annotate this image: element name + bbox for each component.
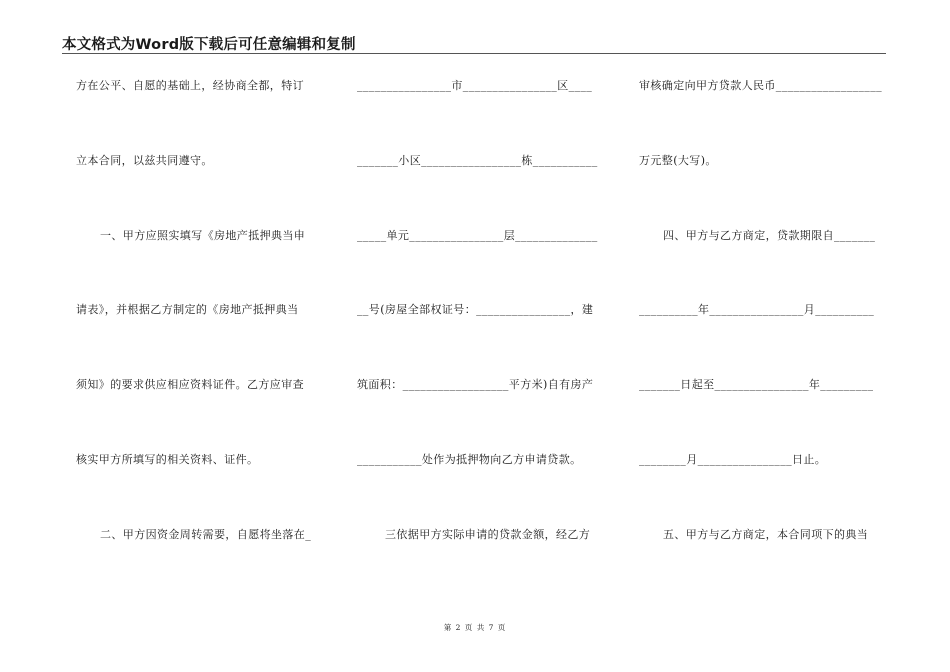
document-header bbox=[62, 33, 886, 54]
header-title: 本文格式为Word版下载后可任意编辑和复制 bbox=[62, 37, 356, 53]
text-line: _______小区_________________栋___________ bbox=[357, 154, 598, 167]
text-line: 筑面积：__________________平方米)自有房产 bbox=[357, 378, 594, 391]
text-line: 四、甲方与乙方商定，贷款期限自_______ bbox=[663, 229, 876, 242]
text-line: 一、甲方应照实填写《房地产抵押典当申 bbox=[100, 229, 306, 242]
text-line: _____单元________________层______________ bbox=[357, 229, 598, 242]
text-line: 三依据甲方实际申请的贷款金额，经乙方 bbox=[385, 528, 591, 541]
page-number: 第 2 页 共 7 页 bbox=[443, 623, 507, 632]
text-line: 方在公平、自愿的基础上，经协商全都，特订 bbox=[76, 79, 304, 92]
text-line: __________年________________月__________ bbox=[639, 303, 875, 316]
text-line: 五、甲方与乙方商定，本合同项下的典当 bbox=[663, 528, 869, 541]
text-line: ________月________________日止。 bbox=[639, 453, 827, 466]
text-line: 审核确定向甲方贷款人民币__________________ bbox=[639, 79, 882, 92]
text-line: _______日起至________________年_________ bbox=[639, 378, 874, 391]
text-line: 立本合同，以兹共同遵守。 bbox=[76, 154, 213, 167]
text-line: ___________处作为抵押物向乙方申请贷款。 bbox=[357, 453, 582, 466]
text-line: 请表》，并根据乙方制定的《房地产抵押典当 bbox=[76, 303, 299, 316]
text-line: 万元整(大写)。 bbox=[639, 154, 717, 167]
text-line: __号(房屋全部权证号：________________，建 bbox=[357, 303, 594, 316]
text-line: 核实甲方所填写的相关资料、证件。 bbox=[76, 453, 259, 466]
text-line: ________________市________________区____ bbox=[357, 79, 593, 92]
text-line: 二、甲方因资金周转需要，自愿将坐落在_ bbox=[100, 528, 312, 541]
text-line: 须知》的要求供应相应资料证件。乙方应审查 bbox=[76, 378, 304, 391]
